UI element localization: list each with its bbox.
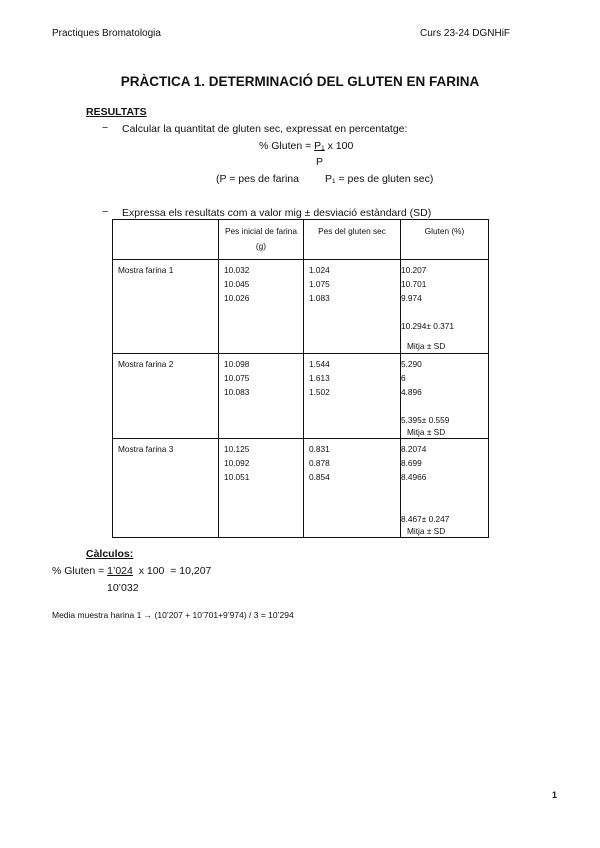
mean-value: 5.395± 0.559 — [401, 415, 450, 425]
formula-prefix: % Gluten = — [259, 140, 315, 152]
results-table — [112, 219, 489, 538]
table-cell: 10.051 — [224, 472, 250, 482]
mean-label: Mitja ± SD — [407, 341, 446, 351]
table-cell: 4.896 — [401, 387, 422, 397]
table-cell: 10.207 — [401, 265, 427, 275]
table-cell: 5.290 — [401, 359, 422, 369]
table-cell: 8.2074 — [401, 444, 427, 454]
mean-label: Mitja ± SD — [407, 526, 446, 536]
header-cell: Gluten (%) — [401, 220, 489, 260]
formula-denominator: P — [316, 156, 324, 168]
table-cell: 1.544 — [309, 359, 330, 369]
calc-suffix: x 100 = 10,207 — [132, 565, 212, 577]
legend-p: (P = pes de farina — [216, 173, 299, 185]
header-cell — [113, 220, 219, 260]
table-cell: 1.613 — [309, 373, 330, 383]
table-cell: 10.045 — [224, 279, 250, 289]
sample-name: Mostra farina 1 — [118, 265, 174, 275]
calculation-formula — [52, 565, 211, 577]
calculations-heading: Càlculos: — [86, 548, 134, 560]
formula-suffix: x 100 — [324, 140, 354, 152]
calc-prefix: % Gluten = — [52, 565, 108, 577]
formula-numerator: P₁ — [314, 140, 325, 152]
header-cell: Pes del gluten sec — [304, 220, 401, 260]
calc-numerator: 1’024 — [107, 565, 133, 577]
table-cell: 0.878 — [309, 458, 330, 468]
instruction-1: Calcular la quantitat de gluten sec, expressat en percentatge: — [122, 123, 408, 135]
table-row — [113, 354, 489, 439]
table-cell: 9.974 — [401, 293, 422, 303]
mean-label: Mitja ± SD — [407, 427, 446, 437]
table-cell: 6 — [401, 373, 406, 383]
table-cell: 10.075 — [224, 373, 250, 383]
table-row — [113, 260, 489, 354]
table-cell: 10.701 — [401, 279, 427, 289]
formula — [259, 140, 353, 152]
results-heading: RESULTATS — [86, 106, 147, 118]
table-cell: 10.092 — [224, 458, 250, 468]
table-cell: 10.083 — [224, 387, 250, 397]
page-number: 1 — [552, 790, 558, 800]
media-line: Media muestra harina 1 → (10’207 + 10’701+9’974) / 3 = 10’294 — [52, 610, 294, 620]
header-cell: Pes inicial de farina (g) — [219, 220, 304, 260]
instruction-2: Expressa els resultats com a valor mig ± desviació estàndard (SD) — [122, 207, 432, 219]
table-cell: 10.032 — [224, 265, 250, 275]
table-cell: 8.4966 — [401, 472, 427, 482]
table-header-row — [113, 220, 489, 260]
sample-name: Mostra farina 2 — [118, 359, 174, 369]
table-cell: 1.024 — [309, 265, 330, 275]
bullet-dash: − — [102, 122, 109, 134]
table-row — [113, 439, 489, 538]
table-cell: 1.502 — [309, 387, 330, 397]
bullet-dash: − — [102, 206, 109, 218]
legend-p1: P₁ = pes de gluten sec) — [325, 173, 434, 185]
mean-value: 8.467± 0.247 — [401, 514, 450, 524]
table-cell: 8.699 — [401, 458, 422, 468]
header-left: Practiques Bromatologia — [52, 28, 161, 39]
table-cell: 0.831 — [309, 444, 330, 454]
table-cell: 10.098 — [224, 359, 250, 369]
table-cell: 1.083 — [309, 293, 330, 303]
calc-denominator: 10’032 — [107, 582, 139, 594]
table-cell: 10.125 — [224, 444, 250, 454]
table-cell: 10.026 — [224, 293, 250, 303]
mean-value: 10.294± 0.371 — [401, 321, 454, 331]
table-cell: 0.854 — [309, 472, 330, 482]
page-title: PRÀCTICA 1. DETERMINACIÓ DEL GLUTEN EN FARINA — [120, 74, 480, 89]
table-cell: 1.075 — [309, 279, 330, 289]
sample-name: Mostra farina 3 — [118, 444, 174, 454]
header-right: Curs 23-24 DGNHiF — [420, 28, 511, 39]
